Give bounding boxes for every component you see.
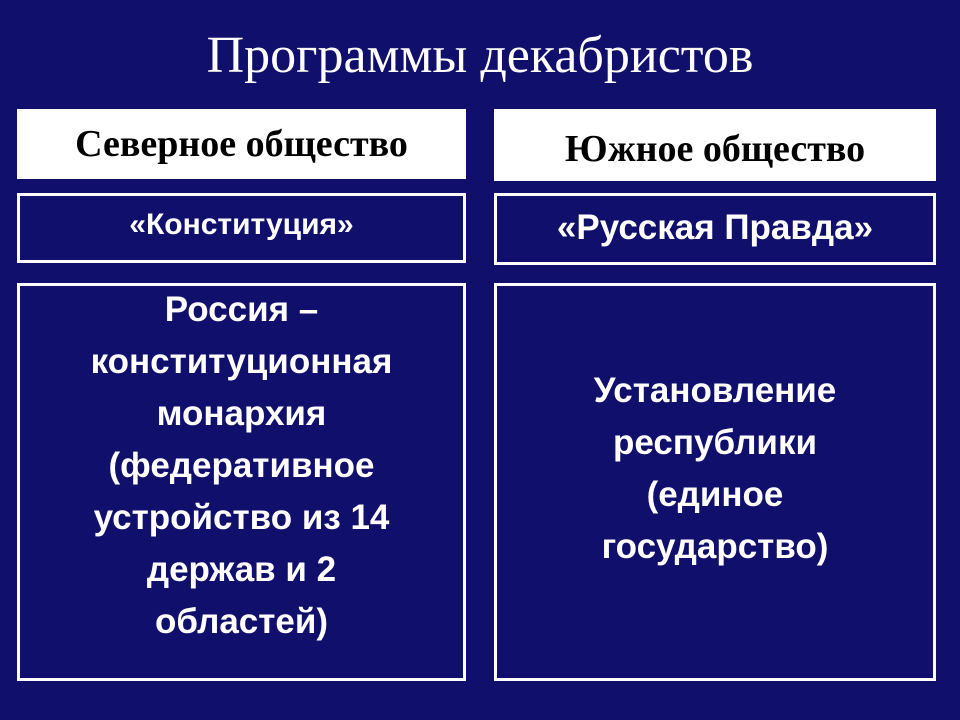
description-line: Россия –: [164, 290, 319, 329]
northern-society-label: Северное общество: [75, 123, 408, 165]
northern-society-header: [17, 109, 466, 179]
description-line: государство): [601, 527, 829, 566]
southern-description-text: [594, 365, 837, 573]
description-line: (федеративное: [108, 446, 375, 485]
description-line: Установление: [593, 371, 837, 410]
southern-program-description: [494, 283, 936, 681]
description-line: республики: [613, 423, 817, 462]
southern-society-label: Южное общество: [564, 128, 866, 170]
southern-program-document: [494, 193, 936, 265]
slide-title: Программы декабристов: [206, 27, 754, 84]
description-line: конституционная: [90, 342, 393, 381]
description-line: (единое: [646, 475, 784, 514]
northern-program-document: [17, 193, 466, 263]
description-line: устройство из 14: [93, 498, 390, 537]
description-line: держав и 2: [146, 550, 337, 589]
description-line: областей): [154, 602, 329, 641]
northern-program-description: [17, 283, 466, 681]
northern-description-text: [91, 284, 393, 648]
description-line: монархия: [156, 394, 327, 433]
southern-society-header: [494, 109, 936, 181]
southern-document-label: «Русская Правда»: [556, 208, 874, 247]
northern-document-label: «Конституция»: [129, 208, 354, 241]
